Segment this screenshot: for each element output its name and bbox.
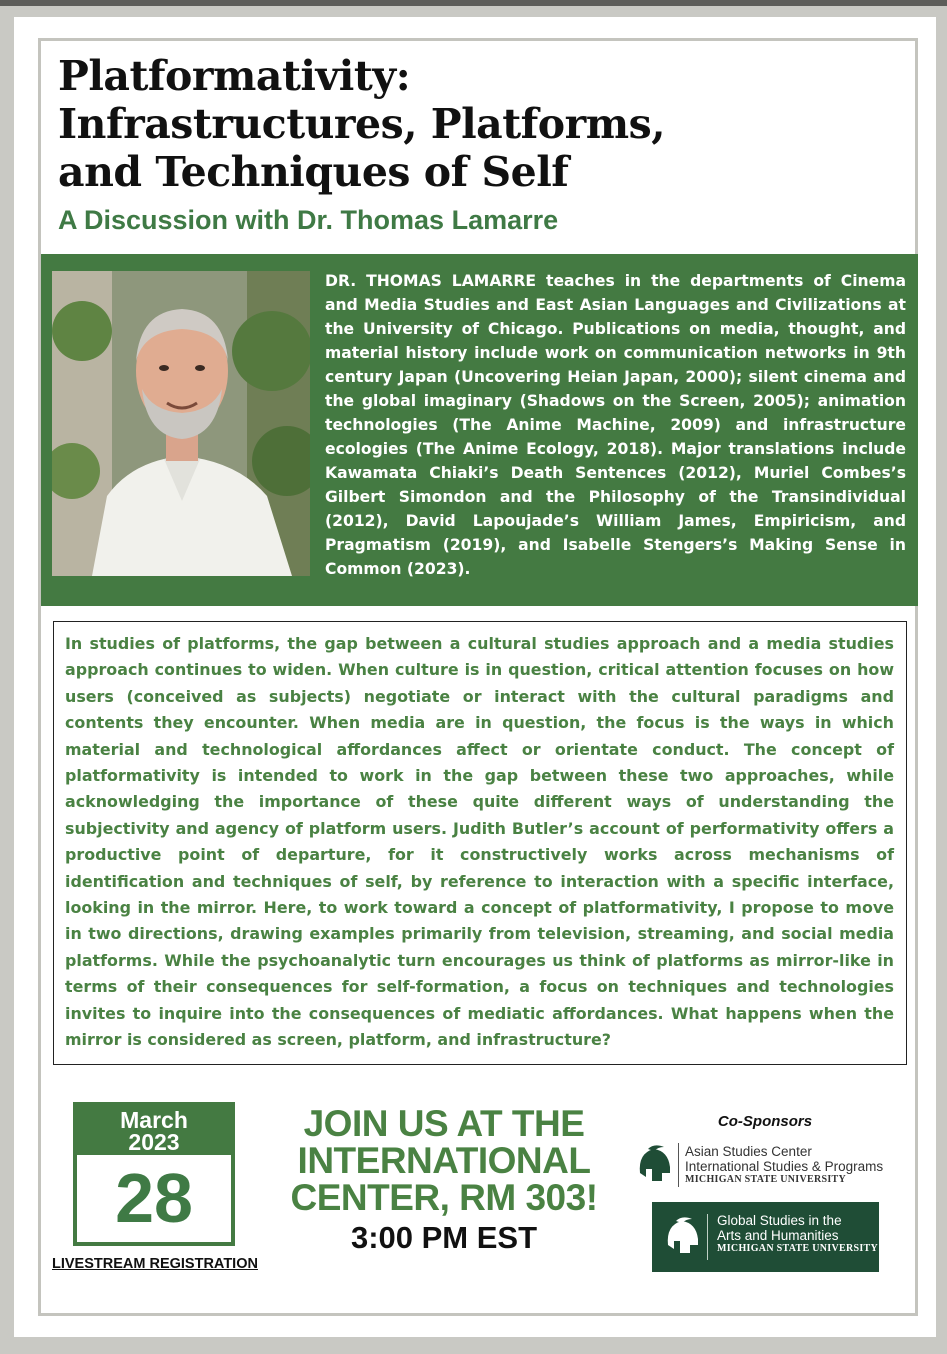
co-sponsors-label: Co-Sponsors — [717, 1113, 813, 1130]
title-line: Platformativity: — [58, 52, 411, 100]
location-line: JOIN US AT THE — [303, 1103, 585, 1144]
sponsor-line: Asian Studies Center — [685, 1144, 812, 1159]
title-line: Infrastructures, Platforms, — [58, 100, 665, 148]
asian-studies-logo — [634, 1141, 904, 1191]
top-edge-bar — [0, 0, 947, 6]
global-studies-logo — [652, 1202, 879, 1272]
spartan-helmet-icon — [662, 1215, 702, 1259]
location-line: CENTER, RM 303! — [290, 1177, 598, 1218]
talk-abstract: In studies of platforms, the gap between a cultural studies approach and a media studies approach continues to widen. When culture is in question, critical attention focuses on how users (conceived as subjects) negotiate or interact with the cultural paradigms and contents they encounter. When media are in question, the focus is the ways in which material and technological affordances affect or orientate conduct. The concept of platformativity is intended to work in the gap between these two approaches, while acknowledging the importance of these quite different ways of understanding the subjectivity and agency of platform users. Judith Butler’s account of performativity offers a productive point of departure, for it constructively works across mechanisms of identification and techniques of self, by reference to interaction with a specific interface, looking in the mirror. Here, to work toward a concept of platformativity, I propose to move in two directions, drawing examples primarily from television, streaming, and social media platforms. While the psychoanalytic turn encourages us think of platforms as mirror-like in terms of their consequences for self-formation, a focus on techniques and technologies invites to inquire into the consequences of mediatic affordances. What happens when the mirror is considered as screen, platform, and infrastructure? — [65, 634, 894, 1050]
location-heading — [284, 1105, 604, 1216]
spartan-helmet-icon — [634, 1143, 674, 1187]
livestream-registration-link[interactable]: LIVESTREAM REGISTRATION — [52, 1256, 258, 1272]
date-year: 2023 — [128, 1129, 180, 1155]
calendar-header — [77, 1106, 231, 1155]
sponsor-university: MICHIGAN STATE UNIVERSITY — [717, 1243, 879, 1254]
speaker-photo — [52, 271, 310, 576]
title-line: and Techniques of Self — [58, 148, 569, 196]
sponsor-university: MICHIGAN STATE UNIVERSITY — [685, 1174, 847, 1185]
event-subtitle: A Discussion with Dr. Thomas Lamarre — [58, 205, 559, 235]
date-month: March — [120, 1107, 188, 1133]
sponsor-line: International Studies & Programs — [685, 1159, 884, 1174]
speaker-bio: DR. THOMAS LAMARRE teaches in the departments of Cinema and Media Studies and East Asian Languages and Civilizations at the University of Chicago. Publications on media, thought, and material history include work on communication networks in 9th century Japan (Uncovering Heian Japan, 2000); silent cinema and the global imaginary (Shadows on the Screen, 2005); animation technologies (The Anime Machine, 2009) and infrastructure ecologies (The Anime Ecology, 2018). Major translations include Kawamata Chiaki’s Death Sentences (2012), Muriel Combes’s Gilbert Simondon and the Philosophy of the Transindividual (2012), David Lapoujade’s William James, Empiricism, and Pragmatism (2019), and Isabelle Stengers’s Making Sense in Common (2023). — [325, 272, 906, 578]
sponsor-line: Global Studies in the — [717, 1213, 842, 1228]
logo-divider — [678, 1143, 679, 1187]
event-time: 3:00 PM EST — [350, 1220, 538, 1255]
date-day: 28 — [115, 1159, 193, 1237]
logo-divider — [707, 1214, 708, 1260]
date-calendar — [73, 1102, 235, 1246]
event-title — [58, 52, 758, 196]
sponsor-line: Arts and Humanities — [717, 1228, 839, 1243]
location-line: INTERNATIONAL — [297, 1140, 591, 1181]
